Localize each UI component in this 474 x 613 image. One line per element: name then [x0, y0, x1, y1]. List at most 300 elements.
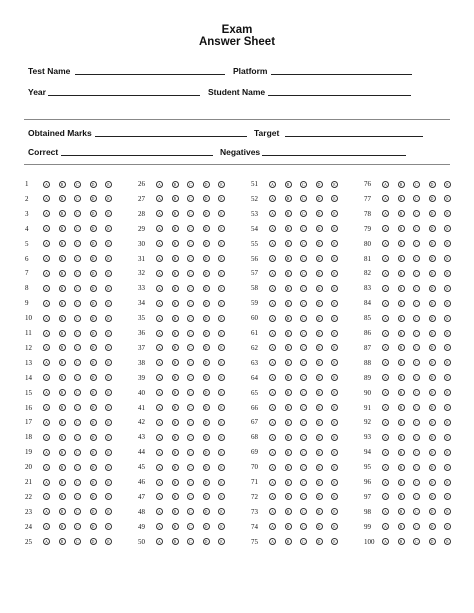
answer-bubble-a[interactable]: A	[43, 285, 50, 292]
answer-bubble-b[interactable]: B	[398, 404, 405, 411]
answer-bubble-b[interactable]: B	[285, 389, 292, 396]
answer-bubble-e[interactable]: E	[105, 210, 112, 217]
answer-bubble-d[interactable]: D	[90, 404, 97, 411]
answer-bubble-e[interactable]: E	[218, 404, 225, 411]
answer-bubble-e[interactable]: E	[331, 493, 338, 500]
answer-bubble-e[interactable]: E	[218, 419, 225, 426]
answer-bubble-d[interactable]: D	[316, 419, 323, 426]
answer-bubble-a[interactable]: A	[382, 404, 389, 411]
answer-bubble-b[interactable]: B	[398, 419, 405, 426]
answer-bubble-a[interactable]: A	[269, 508, 276, 515]
answer-bubble-a[interactable]: A	[156, 538, 163, 545]
answer-bubble-b[interactable]: B	[172, 344, 179, 351]
answer-bubble-e[interactable]: E	[331, 359, 338, 366]
answer-bubble-c[interactable]: C	[413, 315, 420, 322]
answer-bubble-a[interactable]: A	[43, 434, 50, 441]
answer-bubble-b[interactable]: B	[59, 270, 66, 277]
answer-bubble-c[interactable]: C	[413, 449, 420, 456]
answer-bubble-b[interactable]: B	[172, 195, 179, 202]
answer-bubble-d[interactable]: D	[203, 508, 210, 515]
answer-bubble-a[interactable]: A	[269, 389, 276, 396]
answer-bubble-b[interactable]: B	[285, 270, 292, 277]
answer-bubble-b[interactable]: B	[59, 523, 66, 530]
answer-bubble-a[interactable]: A	[156, 344, 163, 351]
answer-bubble-b[interactable]: B	[285, 493, 292, 500]
answer-bubble-a[interactable]: A	[269, 210, 276, 217]
answer-bubble-b[interactable]: B	[172, 479, 179, 486]
answer-bubble-e[interactable]: E	[444, 493, 451, 500]
answer-bubble-e[interactable]: E	[105, 255, 112, 262]
answer-bubble-a[interactable]: A	[43, 449, 50, 456]
answer-bubble-b[interactable]: B	[59, 419, 66, 426]
answer-bubble-d[interactable]: D	[90, 285, 97, 292]
answer-bubble-e[interactable]: E	[331, 330, 338, 337]
answer-bubble-d[interactable]: D	[429, 419, 436, 426]
answer-bubble-d[interactable]: D	[429, 330, 436, 337]
answer-bubble-e[interactable]: E	[105, 479, 112, 486]
answer-bubble-e[interactable]: E	[218, 359, 225, 366]
answer-bubble-c[interactable]: C	[300, 359, 307, 366]
answer-bubble-a[interactable]: A	[382, 389, 389, 396]
answer-bubble-d[interactable]: D	[316, 479, 323, 486]
answer-bubble-a[interactable]: A	[156, 508, 163, 515]
answer-bubble-d[interactable]: D	[316, 255, 323, 262]
answer-bubble-c[interactable]: C	[300, 434, 307, 441]
answer-bubble-a[interactable]: A	[382, 330, 389, 337]
answer-bubble-a[interactable]: A	[382, 300, 389, 307]
answer-bubble-d[interactable]: D	[90, 359, 97, 366]
answer-bubble-a[interactable]: A	[269, 404, 276, 411]
answer-bubble-a[interactable]: A	[269, 359, 276, 366]
answer-bubble-e[interactable]: E	[331, 270, 338, 277]
answer-bubble-c[interactable]: C	[74, 389, 81, 396]
answer-bubble-b[interactable]: B	[285, 508, 292, 515]
answer-bubble-b[interactable]: B	[59, 479, 66, 486]
answer-bubble-a[interactable]: A	[43, 330, 50, 337]
answer-bubble-c[interactable]: C	[187, 434, 194, 441]
answer-bubble-c[interactable]: C	[187, 210, 194, 217]
answer-bubble-c[interactable]: C	[300, 479, 307, 486]
answer-bubble-e[interactable]: E	[444, 344, 451, 351]
answer-bubble-b[interactable]: B	[172, 255, 179, 262]
answer-bubble-a[interactable]: A	[382, 374, 389, 381]
answer-bubble-d[interactable]: D	[90, 181, 97, 188]
answer-bubble-e[interactable]: E	[218, 508, 225, 515]
answer-bubble-a[interactable]: A	[43, 344, 50, 351]
answer-bubble-b[interactable]: B	[398, 210, 405, 217]
answer-bubble-d[interactable]: D	[203, 255, 210, 262]
answer-bubble-e[interactable]: E	[444, 195, 451, 202]
answer-bubble-e[interactable]: E	[218, 225, 225, 232]
answer-bubble-e[interactable]: E	[105, 181, 112, 188]
answer-bubble-b[interactable]: B	[172, 538, 179, 545]
answer-bubble-e[interactable]: E	[218, 523, 225, 530]
answer-bubble-d[interactable]: D	[316, 225, 323, 232]
answer-bubble-d[interactable]: D	[203, 270, 210, 277]
answer-bubble-a[interactable]: A	[43, 300, 50, 307]
answer-bubble-b[interactable]: B	[285, 315, 292, 322]
answer-bubble-e[interactable]: E	[105, 389, 112, 396]
answer-bubble-e[interactable]: E	[105, 195, 112, 202]
answer-bubble-a[interactable]: A	[156, 285, 163, 292]
answer-bubble-a[interactable]: A	[156, 181, 163, 188]
answer-bubble-e[interactable]: E	[105, 419, 112, 426]
answer-bubble-e[interactable]: E	[444, 464, 451, 471]
answer-bubble-e[interactable]: E	[105, 285, 112, 292]
answer-bubble-e[interactable]: E	[331, 419, 338, 426]
answer-bubble-b[interactable]: B	[59, 404, 66, 411]
answer-bubble-d[interactable]: D	[429, 181, 436, 188]
answer-bubble-c[interactable]: C	[413, 374, 420, 381]
answer-bubble-b[interactable]: B	[59, 225, 66, 232]
answer-bubble-c[interactable]: C	[300, 389, 307, 396]
answer-bubble-b[interactable]: B	[398, 464, 405, 471]
answer-bubble-a[interactable]: A	[43, 464, 50, 471]
answer-bubble-a[interactable]: A	[382, 225, 389, 232]
answer-bubble-b[interactable]: B	[59, 300, 66, 307]
answer-bubble-a[interactable]: A	[156, 195, 163, 202]
answer-bubble-c[interactable]: C	[300, 240, 307, 247]
answer-bubble-b[interactable]: B	[59, 330, 66, 337]
answer-bubble-a[interactable]: A	[382, 270, 389, 277]
answer-bubble-a[interactable]: A	[269, 374, 276, 381]
answer-bubble-a[interactable]: A	[382, 344, 389, 351]
answer-bubble-d[interactable]: D	[203, 330, 210, 337]
answer-bubble-d[interactable]: D	[90, 255, 97, 262]
answer-bubble-c[interactable]: C	[413, 389, 420, 396]
answer-bubble-d[interactable]: D	[203, 210, 210, 217]
answer-bubble-a[interactable]: A	[156, 493, 163, 500]
answer-bubble-d[interactable]: D	[429, 464, 436, 471]
answer-bubble-d[interactable]: D	[203, 240, 210, 247]
answer-bubble-c[interactable]: C	[187, 181, 194, 188]
answer-bubble-a[interactable]: A	[43, 225, 50, 232]
answer-bubble-a[interactable]: A	[156, 389, 163, 396]
answer-bubble-a[interactable]: A	[43, 508, 50, 515]
answer-bubble-c[interactable]: C	[413, 464, 420, 471]
answer-bubble-a[interactable]: A	[269, 240, 276, 247]
answer-bubble-e[interactable]: E	[444, 374, 451, 381]
answer-bubble-e[interactable]: E	[218, 374, 225, 381]
answer-bubble-d[interactable]: D	[90, 300, 97, 307]
answer-bubble-e[interactable]: E	[218, 479, 225, 486]
answer-bubble-e[interactable]: E	[331, 389, 338, 396]
answer-bubble-b[interactable]: B	[398, 255, 405, 262]
answer-bubble-b[interactable]: B	[285, 359, 292, 366]
answer-bubble-c[interactable]: C	[300, 404, 307, 411]
answer-bubble-a[interactable]: A	[382, 315, 389, 322]
answer-bubble-d[interactable]: D	[203, 315, 210, 322]
answer-bubble-c[interactable]: C	[187, 523, 194, 530]
answer-bubble-c[interactable]: C	[74, 285, 81, 292]
answer-bubble-e[interactable]: E	[105, 225, 112, 232]
answer-bubble-c[interactable]: C	[74, 225, 81, 232]
answer-bubble-d[interactable]: D	[316, 493, 323, 500]
answer-bubble-e[interactable]: E	[218, 270, 225, 277]
answer-bubble-c[interactable]: C	[187, 330, 194, 337]
answer-bubble-b[interactable]: B	[398, 493, 405, 500]
answer-bubble-e[interactable]: E	[444, 404, 451, 411]
answer-bubble-c[interactable]: C	[74, 374, 81, 381]
answer-bubble-e[interactable]: E	[105, 270, 112, 277]
answer-bubble-c[interactable]: C	[413, 285, 420, 292]
answer-bubble-c[interactable]: C	[413, 419, 420, 426]
answer-bubble-a[interactable]: A	[269, 330, 276, 337]
answer-bubble-c[interactable]: C	[187, 344, 194, 351]
answer-bubble-a[interactable]: A	[43, 240, 50, 247]
answer-bubble-c[interactable]: C	[74, 255, 81, 262]
answer-bubble-a[interactable]: A	[269, 300, 276, 307]
answer-bubble-a[interactable]: A	[269, 464, 276, 471]
answer-bubble-c[interactable]: C	[187, 508, 194, 515]
answer-bubble-c[interactable]: C	[300, 464, 307, 471]
answer-bubble-d[interactable]: D	[429, 270, 436, 277]
answer-bubble-c[interactable]: C	[74, 300, 81, 307]
answer-bubble-d[interactable]: D	[316, 359, 323, 366]
answer-bubble-d[interactable]: D	[90, 389, 97, 396]
answer-bubble-c[interactable]: C	[413, 538, 420, 545]
answer-bubble-a[interactable]: A	[43, 210, 50, 217]
answer-bubble-e[interactable]: E	[444, 434, 451, 441]
answer-bubble-b[interactable]: B	[172, 374, 179, 381]
answer-bubble-e[interactable]: E	[218, 538, 225, 545]
answer-bubble-e[interactable]: E	[105, 523, 112, 530]
answer-bubble-e[interactable]: E	[444, 508, 451, 515]
answer-bubble-a[interactable]: A	[43, 493, 50, 500]
answer-bubble-a[interactable]: A	[43, 374, 50, 381]
answer-bubble-c[interactable]: C	[413, 240, 420, 247]
answer-bubble-e[interactable]: E	[331, 464, 338, 471]
answer-bubble-a[interactable]: A	[156, 300, 163, 307]
answer-bubble-b[interactable]: B	[398, 240, 405, 247]
answer-bubble-d[interactable]: D	[429, 479, 436, 486]
answer-bubble-d[interactable]: D	[90, 195, 97, 202]
answer-bubble-d[interactable]: D	[316, 285, 323, 292]
answer-bubble-d[interactable]: D	[429, 404, 436, 411]
answer-bubble-e[interactable]: E	[218, 315, 225, 322]
answer-bubble-c[interactable]: C	[300, 315, 307, 322]
answer-bubble-a[interactable]: A	[382, 493, 389, 500]
answer-bubble-d[interactable]: D	[203, 434, 210, 441]
answer-bubble-b[interactable]: B	[398, 359, 405, 366]
answer-bubble-d[interactable]: D	[316, 210, 323, 217]
answer-bubble-a[interactable]: A	[156, 315, 163, 322]
answer-bubble-d[interactable]: D	[203, 464, 210, 471]
answer-bubble-e[interactable]: E	[444, 359, 451, 366]
answer-bubble-a[interactable]: A	[269, 285, 276, 292]
answer-bubble-d[interactable]: D	[203, 449, 210, 456]
answer-bubble-b[interactable]: B	[398, 300, 405, 307]
answer-bubble-a[interactable]: A	[156, 225, 163, 232]
answer-bubble-c[interactable]: C	[413, 225, 420, 232]
answer-bubble-e[interactable]: E	[218, 449, 225, 456]
answer-bubble-c[interactable]: C	[187, 270, 194, 277]
answer-bubble-e[interactable]: E	[105, 344, 112, 351]
answer-bubble-a[interactable]: A	[43, 195, 50, 202]
answer-bubble-d[interactable]: D	[90, 330, 97, 337]
answer-bubble-c[interactable]: C	[187, 389, 194, 396]
answer-bubble-b[interactable]: B	[172, 181, 179, 188]
answer-bubble-a[interactable]: A	[382, 285, 389, 292]
answer-bubble-d[interactable]: D	[429, 538, 436, 545]
answer-bubble-c[interactable]: C	[187, 225, 194, 232]
answer-bubble-c[interactable]: C	[300, 493, 307, 500]
answer-bubble-c[interactable]: C	[74, 479, 81, 486]
answer-bubble-a[interactable]: A	[269, 479, 276, 486]
answer-bubble-e[interactable]: E	[331, 508, 338, 515]
answer-bubble-d[interactable]: D	[90, 434, 97, 441]
answer-bubble-e[interactable]: E	[105, 464, 112, 471]
answer-bubble-c[interactable]: C	[74, 464, 81, 471]
answer-bubble-e[interactable]: E	[444, 315, 451, 322]
answer-bubble-c[interactable]: C	[187, 300, 194, 307]
answer-bubble-a[interactable]: A	[156, 270, 163, 277]
answer-bubble-b[interactable]: B	[398, 195, 405, 202]
answer-bubble-e[interactable]: E	[218, 330, 225, 337]
answer-bubble-d[interactable]: D	[429, 240, 436, 247]
answer-bubble-c[interactable]: C	[74, 493, 81, 500]
answer-bubble-c[interactable]: C	[74, 449, 81, 456]
answer-bubble-c[interactable]: C	[74, 240, 81, 247]
answer-bubble-b[interactable]: B	[285, 300, 292, 307]
answer-bubble-a[interactable]: A	[269, 195, 276, 202]
answer-bubble-a[interactable]: A	[269, 419, 276, 426]
answer-bubble-b[interactable]: B	[285, 210, 292, 217]
answer-bubble-a[interactable]: A	[156, 330, 163, 337]
answer-bubble-c[interactable]: C	[413, 523, 420, 530]
answer-bubble-d[interactable]: D	[316, 181, 323, 188]
answer-bubble-d[interactable]: D	[429, 315, 436, 322]
answer-bubble-d[interactable]: D	[316, 270, 323, 277]
answer-bubble-b[interactable]: B	[172, 359, 179, 366]
answer-bubble-b[interactable]: B	[59, 195, 66, 202]
answer-bubble-a[interactable]: A	[43, 538, 50, 545]
answer-bubble-c[interactable]: C	[413, 344, 420, 351]
answer-bubble-d[interactable]: D	[90, 240, 97, 247]
answer-bubble-c[interactable]: C	[74, 344, 81, 351]
answer-bubble-b[interactable]: B	[285, 255, 292, 262]
answer-bubble-b[interactable]: B	[285, 181, 292, 188]
answer-bubble-b[interactable]: B	[172, 285, 179, 292]
answer-bubble-d[interactable]: D	[429, 389, 436, 396]
answer-bubble-b[interactable]: B	[398, 181, 405, 188]
answer-bubble-d[interactable]: D	[203, 538, 210, 545]
answer-bubble-b[interactable]: B	[398, 538, 405, 545]
answer-bubble-e[interactable]: E	[331, 285, 338, 292]
answer-bubble-c[interactable]: C	[187, 255, 194, 262]
answer-bubble-e[interactable]: E	[105, 493, 112, 500]
answer-bubble-d[interactable]: D	[203, 404, 210, 411]
answer-bubble-b[interactable]: B	[59, 344, 66, 351]
answer-bubble-c[interactable]: C	[300, 419, 307, 426]
answer-bubble-b[interactable]: B	[59, 508, 66, 515]
answer-bubble-a[interactable]: A	[382, 538, 389, 545]
answer-bubble-b[interactable]: B	[172, 270, 179, 277]
answer-bubble-b[interactable]: B	[59, 434, 66, 441]
answer-bubble-a[interactable]: A	[269, 225, 276, 232]
answer-bubble-c[interactable]: C	[74, 523, 81, 530]
answer-bubble-a[interactable]: A	[156, 240, 163, 247]
answer-bubble-c[interactable]: C	[300, 538, 307, 545]
answer-bubble-e[interactable]: E	[444, 523, 451, 530]
answer-bubble-d[interactable]: D	[203, 344, 210, 351]
answer-bubble-e[interactable]: E	[105, 508, 112, 515]
answer-bubble-b[interactable]: B	[285, 434, 292, 441]
answer-bubble-e[interactable]: E	[218, 181, 225, 188]
answer-bubble-c[interactable]: C	[74, 434, 81, 441]
answer-bubble-c[interactable]: C	[187, 538, 194, 545]
answer-bubble-a[interactable]: A	[269, 344, 276, 351]
answer-bubble-d[interactable]: D	[203, 300, 210, 307]
answer-bubble-c[interactable]: C	[187, 359, 194, 366]
answer-bubble-e[interactable]: E	[331, 240, 338, 247]
answer-bubble-b[interactable]: B	[285, 374, 292, 381]
answer-bubble-b[interactable]: B	[172, 315, 179, 322]
answer-bubble-a[interactable]: A	[43, 419, 50, 426]
answer-bubble-e[interactable]: E	[331, 344, 338, 351]
answer-bubble-c[interactable]: C	[413, 300, 420, 307]
answer-bubble-e[interactable]: E	[444, 419, 451, 426]
answer-bubble-d[interactable]: D	[429, 344, 436, 351]
answer-bubble-b[interactable]: B	[398, 479, 405, 486]
answer-bubble-b[interactable]: B	[285, 240, 292, 247]
answer-bubble-e[interactable]: E	[331, 315, 338, 322]
answer-bubble-c[interactable]: C	[74, 419, 81, 426]
answer-bubble-b[interactable]: B	[285, 479, 292, 486]
answer-bubble-d[interactable]: D	[90, 508, 97, 515]
answer-bubble-d[interactable]: D	[90, 344, 97, 351]
answer-bubble-d[interactable]: D	[203, 479, 210, 486]
answer-bubble-d[interactable]: D	[316, 538, 323, 545]
answer-bubble-d[interactable]: D	[316, 464, 323, 471]
answer-bubble-e[interactable]: E	[105, 240, 112, 247]
answer-bubble-b[interactable]: B	[59, 538, 66, 545]
answer-bubble-a[interactable]: A	[43, 181, 50, 188]
answer-bubble-b[interactable]: B	[172, 225, 179, 232]
answer-bubble-e[interactable]: E	[218, 300, 225, 307]
answer-bubble-c[interactable]: C	[413, 210, 420, 217]
answer-bubble-e[interactable]: E	[218, 344, 225, 351]
answer-bubble-c[interactable]: C	[300, 225, 307, 232]
answer-bubble-b[interactable]: B	[59, 240, 66, 247]
answer-bubble-e[interactable]: E	[218, 434, 225, 441]
answer-bubble-b[interactable]: B	[398, 523, 405, 530]
answer-bubble-d[interactable]: D	[316, 523, 323, 530]
answer-bubble-e[interactable]: E	[444, 270, 451, 277]
answer-bubble-d[interactable]: D	[429, 508, 436, 515]
answer-bubble-a[interactable]: A	[43, 479, 50, 486]
answer-bubble-b[interactable]: B	[285, 538, 292, 545]
answer-bubble-c[interactable]: C	[300, 181, 307, 188]
answer-bubble-e[interactable]: E	[105, 374, 112, 381]
answer-bubble-e[interactable]: E	[218, 255, 225, 262]
answer-bubble-b[interactable]: B	[398, 434, 405, 441]
answer-bubble-a[interactable]: A	[43, 270, 50, 277]
answer-bubble-a[interactable]: A	[382, 419, 389, 426]
answer-bubble-a[interactable]: A	[269, 538, 276, 545]
answer-bubble-e[interactable]: E	[331, 300, 338, 307]
answer-bubble-d[interactable]: D	[90, 210, 97, 217]
answer-bubble-d[interactable]: D	[90, 464, 97, 471]
answer-bubble-a[interactable]: A	[382, 195, 389, 202]
answer-bubble-a[interactable]: A	[382, 181, 389, 188]
answer-bubble-d[interactable]: D	[203, 419, 210, 426]
answer-bubble-c[interactable]: C	[300, 300, 307, 307]
answer-bubble-e[interactable]: E	[331, 404, 338, 411]
answer-bubble-e[interactable]: E	[444, 225, 451, 232]
answer-bubble-d[interactable]: D	[90, 374, 97, 381]
answer-bubble-b[interactable]: B	[398, 315, 405, 322]
